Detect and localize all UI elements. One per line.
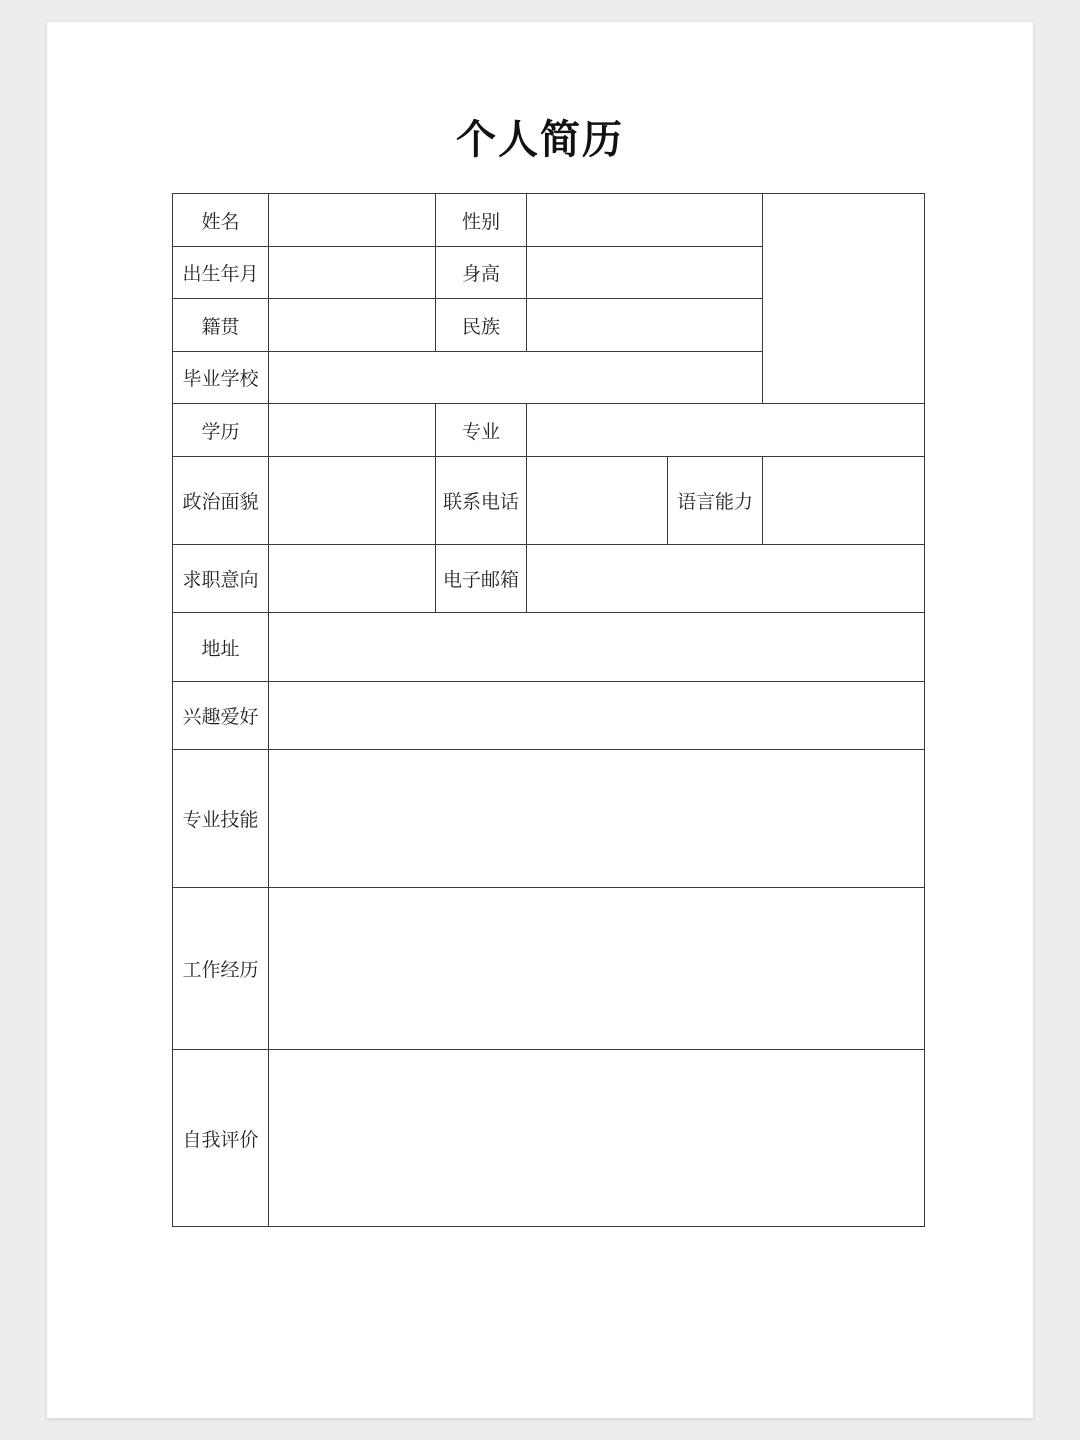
gender-field[interactable] xyxy=(527,194,763,247)
education-field[interactable] xyxy=(269,404,436,457)
language-label: 语言能力 xyxy=(668,457,763,545)
birth-field[interactable] xyxy=(269,247,436,299)
email-field[interactable] xyxy=(527,545,925,613)
email-label: 电子邮箱 xyxy=(436,545,527,613)
education-label: 学历 xyxy=(173,404,269,457)
language-field[interactable] xyxy=(763,457,925,545)
school-field[interactable] xyxy=(269,352,763,404)
page-title: 个人简历 xyxy=(456,117,624,163)
origin-field[interactable] xyxy=(269,299,436,352)
job-intention-field[interactable] xyxy=(269,545,436,613)
address-field[interactable] xyxy=(269,613,925,682)
address-label: 地址 xyxy=(173,613,269,682)
political-status-label: 政治面貌 xyxy=(173,457,269,545)
height-field[interactable] xyxy=(527,247,763,299)
birth-label: 出生年月 xyxy=(173,247,269,299)
phone-label: 联系电话 xyxy=(436,457,527,545)
work-experience-field[interactable] xyxy=(269,888,925,1050)
ethnicity-field[interactable] xyxy=(527,299,763,352)
name-label: 姓名 xyxy=(173,194,269,247)
work-experience-label: 工作经历 xyxy=(173,888,269,1050)
name-field[interactable] xyxy=(269,194,436,247)
ethnicity-label: 民族 xyxy=(436,299,527,352)
job-intention-label: 求职意向 xyxy=(173,545,269,613)
photo-box[interactable] xyxy=(763,194,925,404)
height-label: 身高 xyxy=(436,247,527,299)
skills-label: 专业技能 xyxy=(173,750,269,888)
political-status-field[interactable] xyxy=(269,457,436,545)
gender-label: 性别 xyxy=(436,194,527,247)
self-evaluation-label: 自我评价 xyxy=(173,1050,269,1227)
skills-field[interactable] xyxy=(269,750,925,888)
origin-label: 籍贯 xyxy=(173,299,269,352)
phone-field[interactable] xyxy=(527,457,668,545)
resume-form-table xyxy=(172,193,925,1227)
self-evaluation-field[interactable] xyxy=(269,1050,925,1227)
school-label: 毕业学校 xyxy=(173,352,269,404)
hobbies-field[interactable] xyxy=(269,682,925,750)
hobbies-label: 兴趣爱好 xyxy=(173,682,269,750)
major-label: 专业 xyxy=(436,404,527,457)
major-field[interactable] xyxy=(527,404,925,457)
